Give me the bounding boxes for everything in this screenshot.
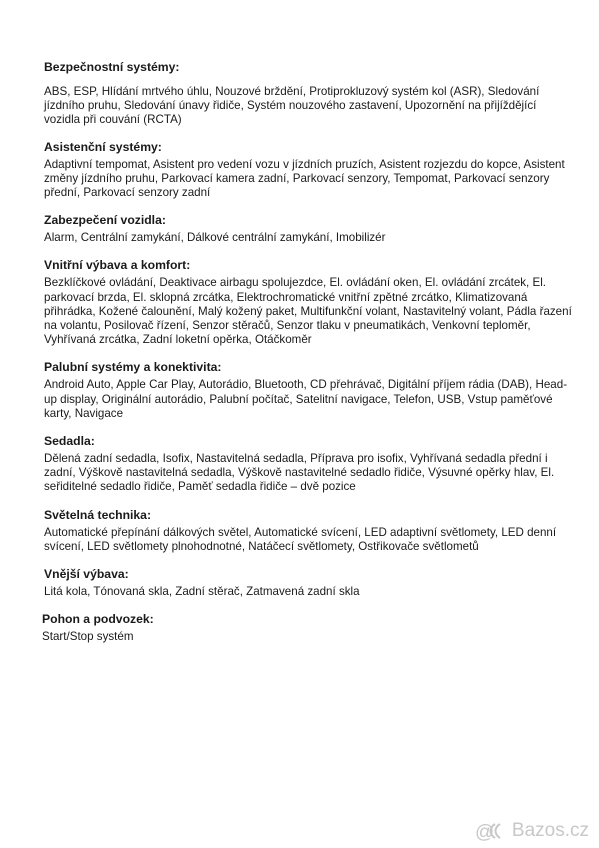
svg-text:@: @ [474, 822, 495, 842]
section-title: Asistenční systémy: [44, 139, 162, 154]
section-title: Vnější výbava: [44, 567, 129, 582]
section-assist-systems [44, 140, 574, 201]
section-lighting [44, 508, 574, 554]
section-body: Automatické přepínání dálkových světel, Automatické svícení, LED adaptivní světlomety, LED denní svícení, LED světlomety plnohodnotné, Natáčecí světlomety, Ostřikovače světlometů [44, 525, 557, 553]
section-title: Sedadla: [44, 434, 95, 449]
section-safety-systems [44, 60, 574, 128]
watermark-text: Bazos.cz [511, 820, 589, 841]
section-body: Alarm, Centrální zamykání, Dálkové centrální zamykání, Imobilizér [44, 231, 386, 245]
section-body: Start/Stop systém [42, 630, 134, 644]
section-body: Android Auto, Apple Car Play, Autorádio, Bluetooth, CD přehrávač, Digitální příjem rádia (DAB), Head-up display, Originální autorádio, Palubní počítač, Satelitní navigace, Telefon, USB, Vstup paměťové karty, Navigace [44, 378, 568, 420]
section-body: Dělená zadní sedadla, Isofix, Nastavitelná sedadla, Příprava pro isofix, Vyhřívaná sedadla přední i zadní, Výškově nastavitelná sedadla, Výškově nastavitelné sedadlo řidiče, Výsuvné opěrky hlav, El. seřiditelné sedadlo řidiče, Paměť sedadla řidiče – dvě pozice [44, 452, 555, 494]
section-interior-comfort [44, 258, 574, 347]
section-title: Vnitřní výbava a komfort: [44, 258, 191, 273]
section-title: Bezpečnostní systémy: [44, 60, 180, 74]
section-body: Bezklíčkové ovládání, Deaktivace airbagu spolujezdce, El. ovládání oken, El. ovládání zrcátek, El. parkovací brzda, El. sklopná zrcátka, Elektrochromatické vnitřní zpětné zrcátko, Klimatizovaná přihrádka, Kožené čalounění, Malý kožený paket, Multifunkční volant, Nastavitelný volant, Pádla řazení na volantu, Posilovač řízení, Senzor stěračů, Senzor tlaku v pneumatikách, Venkovní teploměr, Vyhřívaná zrcátka, Zadní loketní opěrka, Otáčkoměr [44, 276, 572, 347]
section-title: Zabezpečení vozidla: [44, 213, 166, 228]
section-vehicle-security [44, 213, 574, 245]
section-body: Litá kola, Tónovaná skla, Zadní stěrač, Zatmavená zadní skla [44, 585, 360, 599]
bazos-logo-icon [475, 820, 509, 842]
document-page [44, 60, 574, 657]
section-body: ABS, ESP, Hlídání mrtvého úhlu, Nouzové brždění, Protiprokluzový systém kol (ASR), Sledování jízdního pruhu, Sledování únavy řidiče, Systém nouzového zastavení, Upozornění na přijíždějící vozidla při couvání (RCTA) [44, 85, 540, 127]
section-onboard-connectivity [44, 360, 574, 421]
watermark [475, 820, 589, 842]
section-title: Pohon a podvozek: [42, 612, 154, 627]
section-title: Světelná technika: [44, 507, 152, 522]
section-seats [44, 434, 574, 495]
section-body: Adaptivní tempomat, Asistent pro vedení vozu v jízdních pruzích, Asistent rozjezdu do kopce, Asistent změny jízdního pruhu, Parkovací kamera zadní, Parkovací senzory, Tempomat, Parkovací senzory přední, Parkovací senzory zadní [44, 157, 565, 200]
section-drivetrain [42, 612, 574, 644]
section-title: Palubní systémy a konektivita: [44, 360, 222, 375]
section-exterior [44, 567, 574, 599]
